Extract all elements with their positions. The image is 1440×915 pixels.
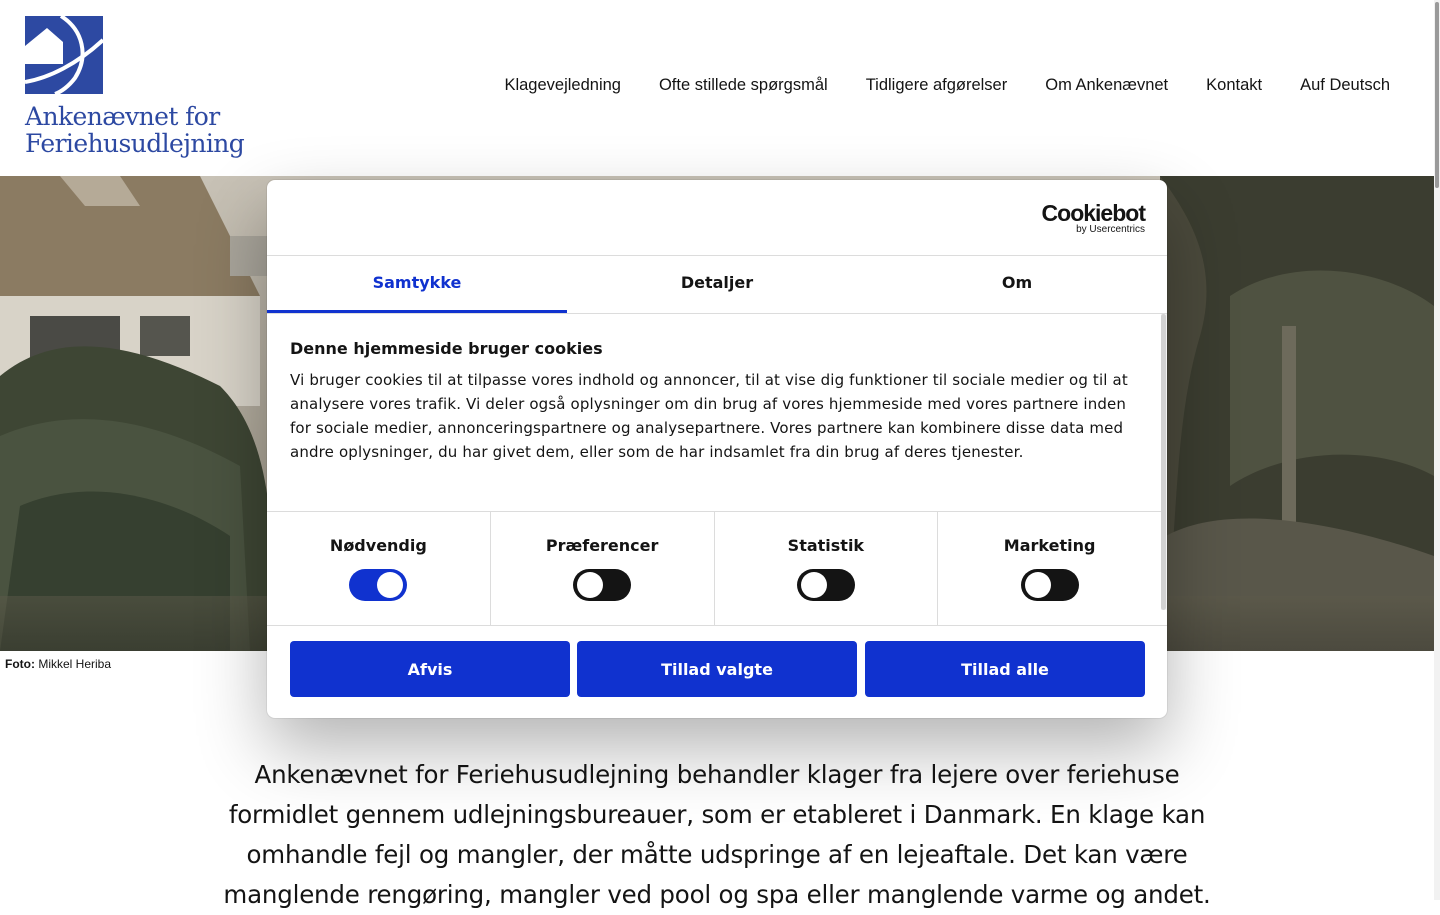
category-label: Nødvendig xyxy=(329,536,427,555)
tab-samtykke[interactable]: Samtykke xyxy=(267,256,567,313)
allow-all-button[interactable]: Tillad alle xyxy=(865,641,1145,697)
logo-line-2: Feriehusudlejning xyxy=(25,129,245,158)
category-label: Marketing xyxy=(1003,536,1096,555)
cookiebot-logo[interactable] xyxy=(1042,202,1145,236)
logo-text xyxy=(25,103,244,157)
photo-credit-label: Foto: xyxy=(5,657,35,671)
reject-button[interactable]: Afvis xyxy=(290,641,570,697)
cookie-dialog-footer xyxy=(267,625,1167,718)
toggle-knob xyxy=(577,572,603,598)
nav-kontakt[interactable]: Kontakt xyxy=(1206,76,1263,94)
site-logo[interactable] xyxy=(24,15,274,165)
logo-line-1: Ankenævnet for xyxy=(25,102,220,131)
toggle-knob xyxy=(1025,572,1051,598)
category-label: Præferencer xyxy=(545,536,659,555)
toggle-statistik[interactable] xyxy=(797,569,855,601)
cookie-consent-dialog xyxy=(267,180,1167,718)
toggle-knob xyxy=(377,572,403,598)
cookie-description: Vi bruger cookies til at tilpasse vores indhold og annoncer, til at vise dig funktioner til sociale medier og til at analysere vores trafik. Vi deler også oplysninger om din brug af vores hjemmeside med vores partnere inden for sociale medier, annonceringspartnere og analysepartnere. Vores partnere kan kombinere disse data med andre oplysninger, du har givet dem, eller som de har indsamlet fra din brug af deres tjenester. xyxy=(290,371,1128,461)
nav-klagevejledning[interactable]: Klagevejledning xyxy=(504,76,621,94)
category-statistik xyxy=(715,512,939,625)
cookiebot-logo-sub: by Usercentrics xyxy=(1076,224,1145,235)
intro-text: Ankenævnet for Feriehusudlejning behandler klager fra lejere over feriehuse formidlet gennem udlejningsbureauer, som er etableret i Danmark. En klage kan omhandle fejl og mangler, der måtte udspringe af en lejeaftale. Det kan være manglende rengøring, mangler ved pool og spa eller manglende varme og andet. xyxy=(223,759,1211,909)
toggle-nodvendig[interactable] xyxy=(349,569,407,601)
nav-tidligere-afgorelser[interactable]: Tidligere afgørelser xyxy=(865,76,1008,94)
nav-auf-deutsch[interactable]: Auf Deutsch xyxy=(1300,76,1390,94)
main-nav xyxy=(504,76,1390,95)
cookie-title: Denne hjemmeside bruger cookies xyxy=(290,339,603,358)
site-header xyxy=(0,0,1440,176)
toggle-knob xyxy=(801,572,827,598)
category-nodvendig xyxy=(267,512,491,625)
category-marketing xyxy=(938,512,1161,625)
category-label: Statistik xyxy=(787,536,865,555)
toggle-marketing[interactable] xyxy=(1021,569,1079,601)
category-praeferencer xyxy=(491,512,715,625)
photo-credit xyxy=(5,657,111,671)
cookiebot-logo-name: Cookiebot xyxy=(1041,200,1145,226)
cookie-categories xyxy=(267,511,1161,625)
nav-om-ankenaevnet[interactable]: Om Ankenævnet xyxy=(1045,76,1169,94)
tab-detaljer[interactable]: Detaljer xyxy=(680,273,754,292)
tab-om[interactable]: Om xyxy=(1001,273,1033,292)
page-scrollbar-thumb[interactable] xyxy=(1435,2,1439,188)
cookie-tabs xyxy=(267,256,1167,314)
photo-credit-name: Mikkel Heriba xyxy=(38,657,112,671)
allow-selected-button[interactable]: Tillad valgte xyxy=(577,641,857,697)
cookie-scrollbar-thumb[interactable] xyxy=(1161,314,1166,610)
cookie-dialog-body xyxy=(267,314,1167,626)
toggle-praeferencer[interactable] xyxy=(573,569,631,601)
cookie-dialog-header xyxy=(267,180,1167,256)
nav-faq[interactable]: Ofte stillede spørgsmål xyxy=(658,76,828,94)
house-globe-logo-icon xyxy=(25,16,103,94)
